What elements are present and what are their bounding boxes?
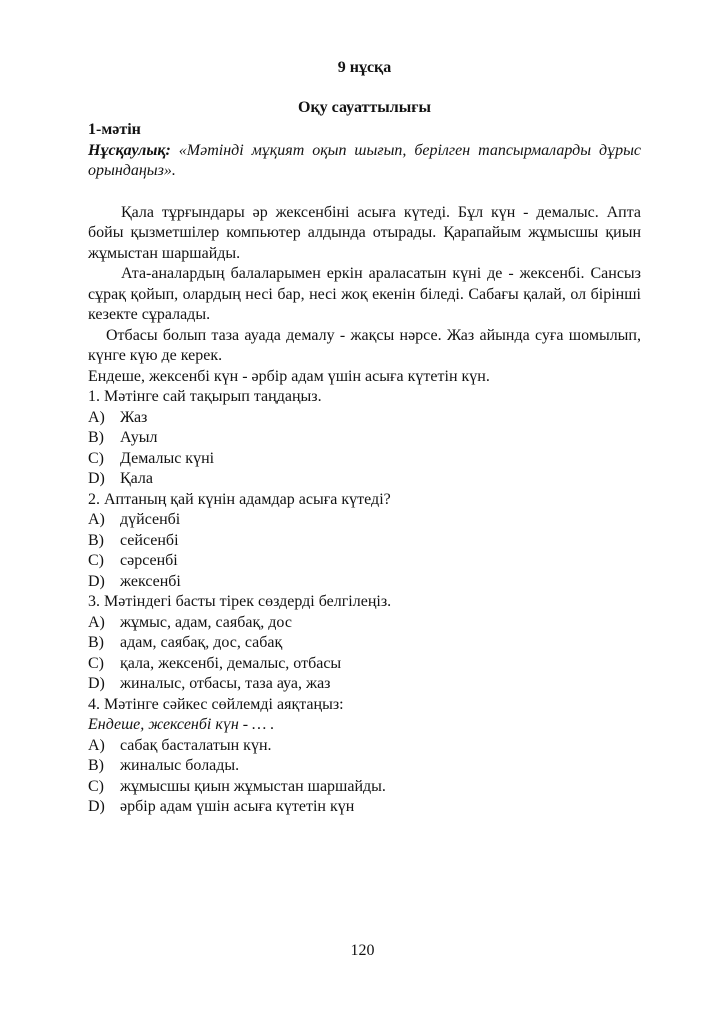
question-1-option-b <box>88 428 641 449</box>
option-label: A) <box>88 511 105 528</box>
question-2-option-c <box>88 551 641 572</box>
option-text: жексенбі <box>120 572 181 590</box>
option-text: жұмыс, адам, саябақ, дос <box>120 613 292 631</box>
question-text: Мәтіндегі басты тірек сөздерді белгілеңіз. <box>104 593 392 610</box>
question-3-text <box>88 592 641 613</box>
question-number: 2. <box>88 490 100 508</box>
question-2-option-d <box>88 572 641 593</box>
question-1-option-c <box>88 449 641 470</box>
option-text: жұмысшы қиын жұмыстан шаршайды. <box>120 777 386 795</box>
option-text: әрбір адам үшін асыға күтетін күн <box>120 798 355 815</box>
option-label: A) <box>88 613 105 631</box>
question-4 <box>88 695 641 818</box>
question-4-option-a <box>88 736 641 757</box>
option-label: A) <box>88 736 105 754</box>
question-3 <box>88 592 641 695</box>
instruction-text: «Мәтінді мұқият оқып шығып, берілген тапсырмаларды дұрыс орындаңыз». <box>88 141 641 179</box>
question-2-option-b <box>88 531 641 552</box>
question-4-option-b <box>88 756 641 777</box>
instruction-label: Нұсқаулық: <box>88 141 171 159</box>
passage-paragraph-1: Қала тұрғындары әр жексенбіні асыға күтеді. Бұл күн - демалыс. Апта бойы қызметшілер компьютер алдында отырады. Қарапайым жұмысшы қиын жұмыстан шаршайды. <box>88 203 641 262</box>
option-text: жиналыс, отбасы, таза ауа, жаз <box>120 675 331 692</box>
question-3-option-d <box>88 674 641 695</box>
question-1-option-a <box>88 408 641 429</box>
option-text: дүйсенбі <box>120 511 181 528</box>
question-4-option-c <box>88 777 641 798</box>
question-1-text <box>88 387 641 408</box>
option-text: сейсенбі <box>120 531 179 549</box>
option-text: адам, саябақ, дос, сабақ <box>120 634 283 651</box>
question-4-option-d <box>88 797 641 818</box>
question-3-option-a <box>88 613 641 634</box>
passage-conclusion: Ендеше, жексенбі күн - әрбір адам үшін асыға күтетін күн. <box>88 367 490 385</box>
question-2-option-a <box>88 510 641 531</box>
option-text: жиналыс болады. <box>120 757 240 774</box>
question-2 <box>88 490 641 593</box>
option-text: қала, жексенбі, демалыс, отбасы <box>120 654 342 672</box>
option-label: B) <box>88 634 104 651</box>
passage-paragraph-3: Отбасы болып таза ауада демалу - жақсы нәрсе. Жаз айында суға шомылып, күнге күю де керек. <box>88 326 641 364</box>
passage <box>88 203 641 388</box>
option-label: D) <box>88 675 105 692</box>
option-label: A) <box>88 408 105 426</box>
option-label: C) <box>88 449 104 467</box>
option-text: Ауыл <box>120 429 158 446</box>
option-label: C) <box>88 552 104 569</box>
option-text: сабақ басталатын күн. <box>120 736 272 754</box>
question-text: Мәтінге сәйкес сөйлемді аяқтаңыз: <box>104 695 344 713</box>
question-2-text <box>88 490 641 511</box>
question-number: 1. <box>88 388 100 405</box>
variant-title: 9 нұсқа <box>337 59 392 76</box>
text-label: 1-мәтін <box>88 121 141 138</box>
option-label: B) <box>88 757 104 774</box>
question-3-option-c <box>88 654 641 675</box>
question-1 <box>88 387 641 490</box>
page-number: 120 <box>350 942 375 959</box>
question-number: 3. <box>88 593 100 610</box>
question-3-option-b <box>88 633 641 654</box>
question-1-option-d <box>88 469 641 490</box>
option-label: B) <box>88 429 104 446</box>
question-text: Мәтінге сай тақырып таңдаңыз. <box>104 388 322 405</box>
option-label: B) <box>88 531 104 549</box>
option-text: Демалыс күні <box>120 449 215 467</box>
question-number: 4. <box>88 695 100 713</box>
section-title: Оқу сауаттылығы <box>298 98 431 116</box>
instruction <box>88 141 641 182</box>
question-text: Аптаның қай күнін адамдар асыға күтеді? <box>104 490 391 508</box>
option-label: D) <box>88 798 105 815</box>
question-4-stem: Ендеше, жексенбі күн - … . <box>88 716 275 733</box>
option-text: сәрсенбі <box>120 552 178 569</box>
option-label: D) <box>88 572 105 590</box>
option-text: Қала <box>120 470 153 487</box>
option-label: C) <box>88 654 104 672</box>
option-text: Жаз <box>120 408 148 426</box>
passage-paragraph-2: Ата-аналардың балаларымен еркін араласатын күні де - жексенбі. Сансыз сұрақ қойып, олардың несі бар, несі жоқ екенін біледі. Сабағы қалай, ол бірінші кезекте сұралады. <box>88 265 641 323</box>
option-label: C) <box>88 777 104 795</box>
option-label: D) <box>88 470 105 487</box>
question-4-text <box>88 695 641 716</box>
